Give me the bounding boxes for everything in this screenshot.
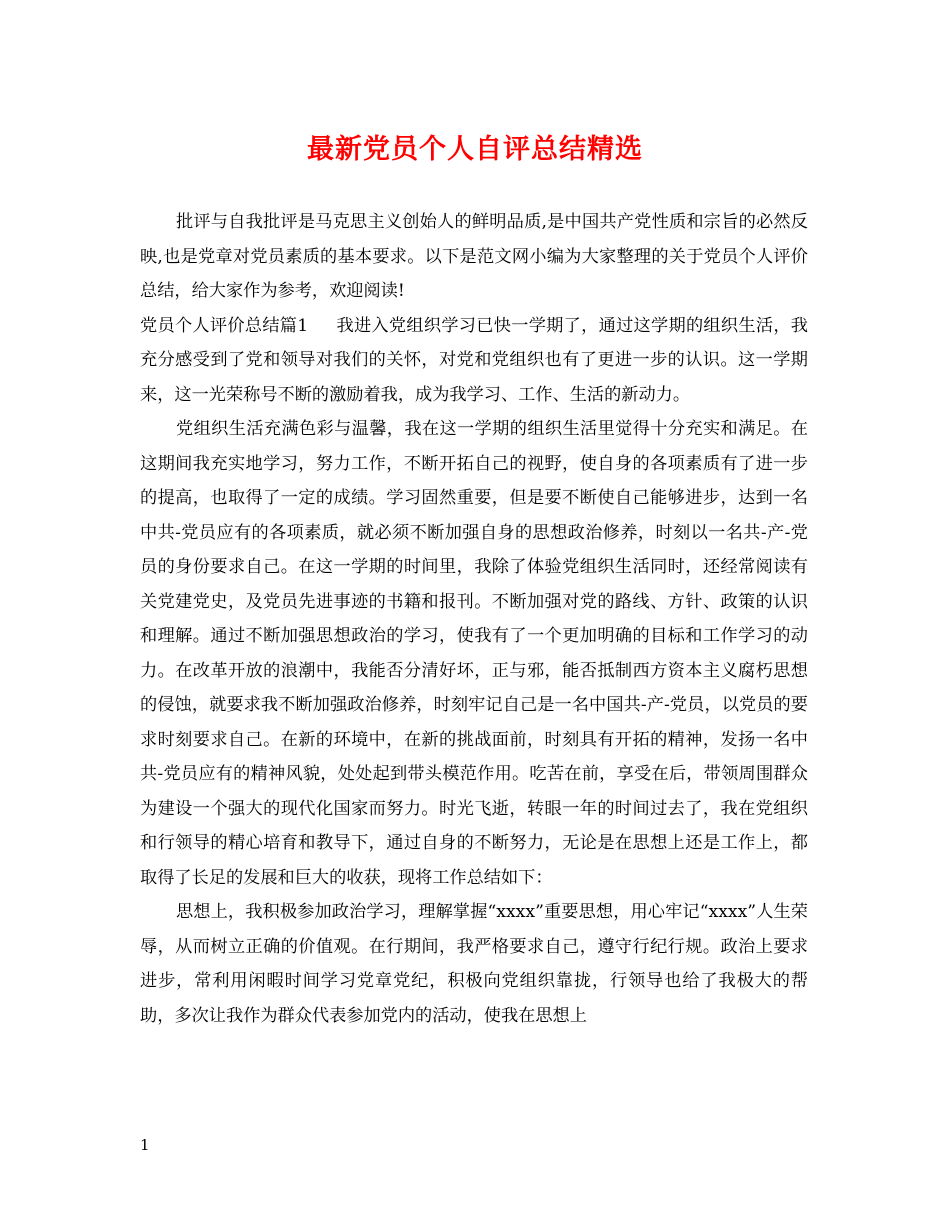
article-label: 党员个人评价总结篇1 xyxy=(140,315,309,336)
paragraph-3: 思想上，我积极参加政治学习，理解掌握“xxxx”重要思想，用心牢记“xxxx”人生荣辱，从而树立正确的价值观。在行期间，我严格要求自己，遵守行纪行规。政治上要求进步，常利用闲暇时间学习党章党纪，积极向党组织靠拢，行领导也给了我极大的帮助，多次让我作为群众代表参加党内的活动，使我在思想上 xyxy=(140,902,808,1026)
intro-paragraph: 批评与自我批评是马克思主义创始人的鲜明品质,是中国共产党性质和宗旨的必然反映,也是党章对党员素质的基本要求。以下是范文网小编为大家整理的关于党员个人评价总结，给大家作为参考，欢迎阅读! xyxy=(140,212,808,301)
document-title: 最新党员个人自评总结精选 xyxy=(307,134,643,165)
paragraph-2: 党组织生活充满色彩与温馨，我在这一学期的组织生活里觉得十分充实和满足。在这期间我充实地学习，努力工作，不断开拓自己的视野，使自身的各项素质有了进一步的提高，也取得了一定的成绩。学习固然重要，但是要不断使自己能够进步，达到一名中共-党员应有的各项素质，就必须不断加强自身的思想政治修养，时刻以一名共-产-党员的身份要求自己。在这一学期的时间里，我除了体验党组织生活同时，还经常阅读有关党建党史，及党员先进事迹的书籍和报刊。不断加强对党的路线、方针、政策的认识和理解。通过不断加强思想政治的学习，使我有了一个更加明确的目标和工作学习的动力。在改革开放的浪潮中，我能否分清好坏，正与邪，能否抵制西方资本主义腐朽思想的侵蚀，就要求我不断加强政治修养，时刻牢记自己是一名中国共-产-党员，以党员的要求时刻要求自己。在新的环境中，在新的挑战面前，时刻具有开拓的精神，发扬一名中共-党员应有的精神风貌，处处起到带头模范作用。吃苦在前，享受在后，带领周围群众为建设一个强大的现代化国家而努力。时光飞逝，转眼一年的时间过去了，我在党组织和行领导的精心培育和教导下，通过自身的不断努力，无论是在思想上还是工作上，都取得了长足的发展和巨大的收获，现将工作总结如下： xyxy=(140,419,808,888)
page-number: 1 xyxy=(140,1136,150,1154)
document-body xyxy=(140,205,808,1033)
article-first-paragraph xyxy=(140,309,808,413)
paragraph-1-text: 我进入党组织学习已快一学期了，通过这学期的组织生活，我充分感受到了党和领导对我们的关怀，对党和党组织也有了更进一步的认识。这一学期来，这一光荣称号不断的激励着我，成为我学习、工作、生活的新动力。 xyxy=(140,315,808,405)
